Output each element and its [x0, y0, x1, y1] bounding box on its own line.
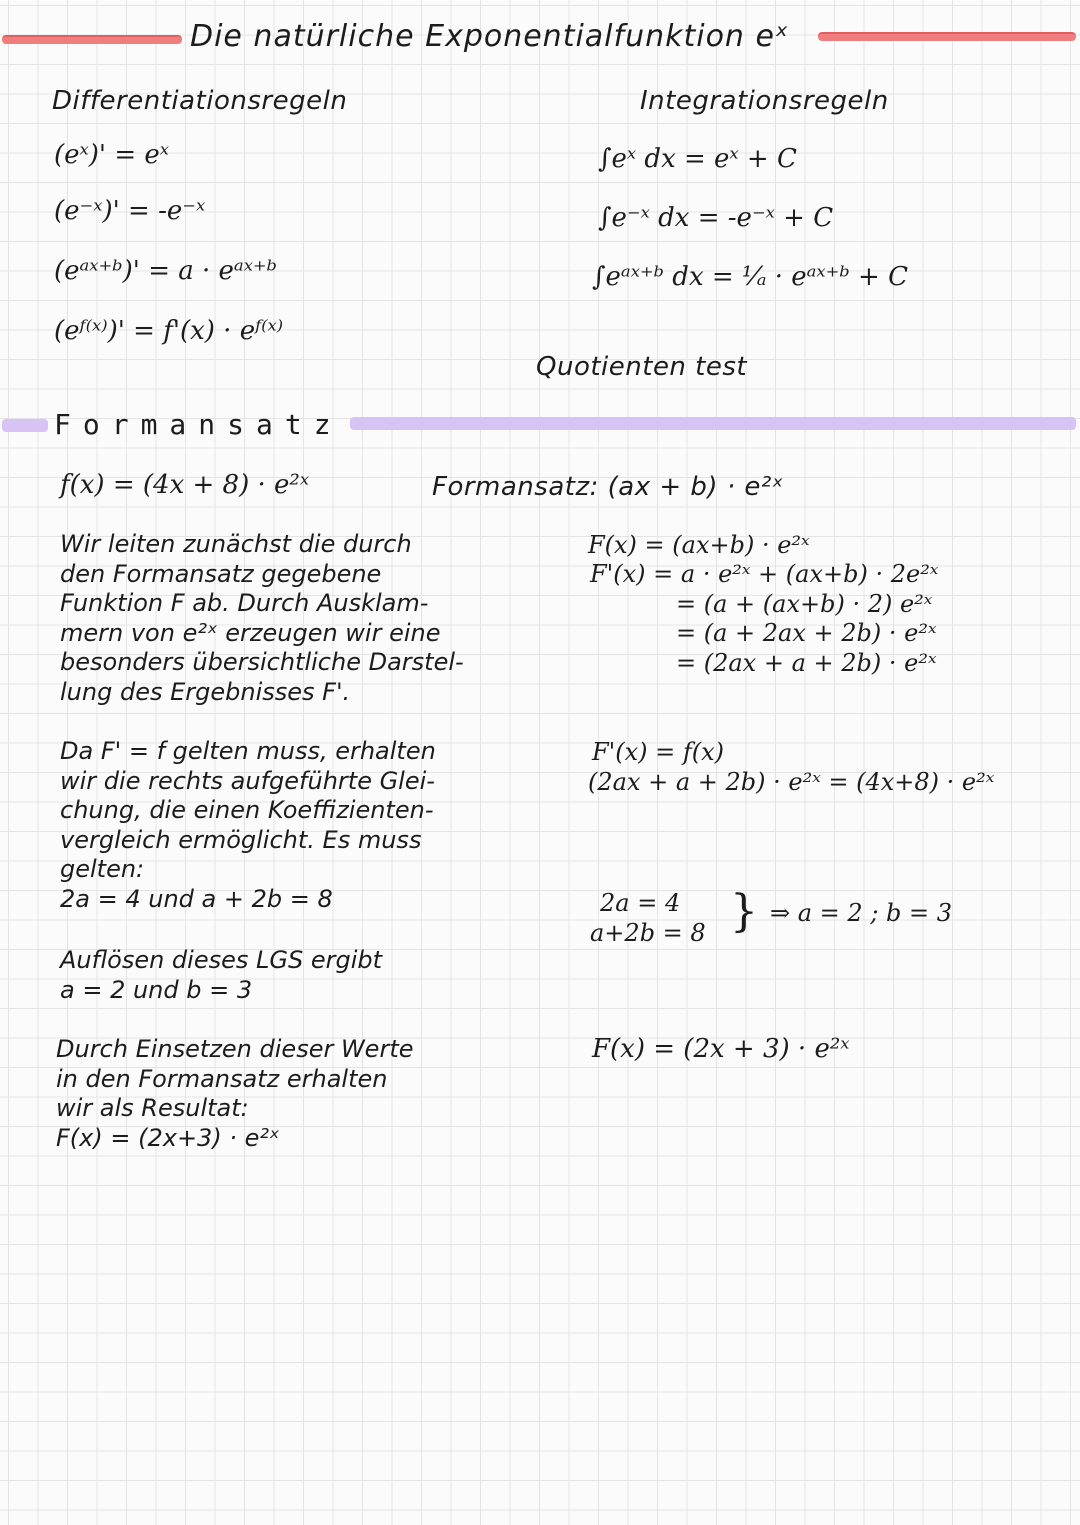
integ-heading: Integrationsregeln	[640, 86, 889, 116]
lgs-brace: }	[730, 886, 758, 937]
text-line: den Formansatz gegebene	[60, 559, 382, 588]
title-divider-left	[2, 35, 182, 44]
diff-rule: (eˣ)' = eˣ	[54, 140, 169, 170]
derivation-line: = (a + 2ax + 2b) · e²ˣ	[676, 619, 937, 647]
text-line: in den Formansatz erhalten	[56, 1064, 388, 1093]
explanation-paragraph-1	[60, 530, 464, 707]
text-line: wir die rechts aufgeführte Glei-	[60, 766, 435, 795]
derivation-line: = (2ax + a + 2b) · e²ˣ	[676, 649, 937, 677]
text-line: 2a = 4 und a + 2b = 8	[60, 884, 333, 913]
text-line: Auflösen dieses LGS ergibt	[60, 946, 383, 974]
text-line: chung, die einen Koeffizienten-	[60, 796, 434, 824]
lgs-solution: ⇒ a = 2 ; b = 3	[770, 899, 953, 927]
lgs-equation: a+2b = 8	[590, 919, 706, 947]
formansatz-heading: Formansatz	[54, 408, 343, 441]
text-line: Durch Einsetzen dieser Werte	[56, 1035, 414, 1063]
diff-heading: Differentiationsregeln	[52, 86, 348, 116]
equation-line: F'(x) = f(x)	[592, 738, 725, 766]
integ-rule: ∫eˣ dx = eˣ + C	[598, 144, 797, 174]
text-line: F(x) = (2x+3) · e²ˣ	[56, 1123, 280, 1152]
integ-note: Quotienten test	[536, 352, 748, 382]
text-line: lung des Ergebnisses F'.	[60, 677, 351, 706]
section-divider-right	[350, 417, 1076, 430]
final-result: F(x) = (2x + 3) · e²ˣ	[592, 1034, 850, 1064]
text-line: vergleich ermöglicht. Es muss	[60, 825, 422, 854]
text-line: gelten:	[60, 855, 145, 883]
explanation-paragraph-3	[60, 946, 382, 1005]
page-title: Die natürliche Exponentialfunktion eˣ	[190, 19, 790, 54]
text-line: wir als Resultat:	[56, 1094, 249, 1122]
diff-rule: (e⁻ˣ)' = -e⁻ˣ	[54, 196, 206, 226]
ansatz-label: Formansatz: (ax + b) · e²ˣ	[432, 472, 784, 502]
derivation-line: = (a + (ax+b) · 2) e²ˣ	[676, 590, 933, 618]
given-function: f(x) = (4x + 8) · e²ˣ	[60, 470, 310, 500]
text-line: besonders übersichtliche Darstel-	[60, 648, 464, 676]
title-divider-right	[818, 32, 1076, 41]
diff-rule: (eᵃˣ⁺ᵇ)' = a · eᵃˣ⁺ᵇ	[54, 256, 278, 286]
integ-rule: ∫eᵃˣ⁺ᵇ dx = ¹⁄ₐ · eᵃˣ⁺ᵇ + C	[592, 262, 908, 292]
derivation-line: F'(x) = a · e²ˣ + (ax+b) · 2e²ˣ	[590, 560, 939, 588]
diff-rule: (eᶠ⁽ˣ⁾)' = f'(x) · eᶠ⁽ˣ⁾	[54, 316, 284, 346]
text-line: Da F' = f gelten muss, erhalten	[60, 737, 436, 765]
lgs-equation: 2a = 4	[600, 889, 681, 917]
section-divider-left	[2, 419, 48, 432]
derivation-line: F(x) = (ax+b) · e²ˣ	[588, 531, 810, 559]
text-line: Funktion F ab. Durch Ausklam-	[60, 589, 429, 617]
text-line: a = 2 und b = 3	[60, 975, 253, 1004]
explanation-paragraph-2	[60, 737, 436, 914]
text-line: mern von e²ˣ erzeugen wir eine	[60, 618, 441, 647]
equation-line: (2ax + a + 2b) · e²ˣ = (4x+8) · e²ˣ	[588, 768, 995, 796]
text-line: Wir leiten zunächst die durch	[60, 530, 412, 558]
explanation-paragraph-4	[56, 1035, 414, 1153]
integ-rule: ∫e⁻ˣ dx = -e⁻ˣ + C	[598, 203, 834, 233]
